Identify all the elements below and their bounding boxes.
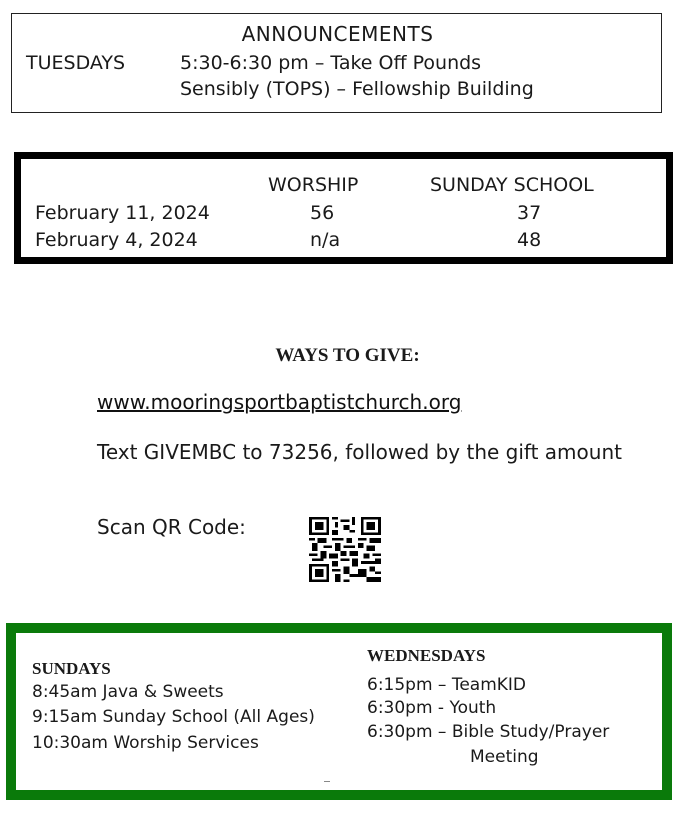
weekly-schedule-box	[6, 623, 672, 800]
wednesday-item: 6:15pm – TeamKID	[367, 675, 527, 695]
announcements-title: ANNOUNCEMENTS	[241, 22, 434, 46]
text-to-give-instructions: Text GIVEMBC to 73256, followed by the gift amount	[97, 440, 622, 464]
announcement-day: TUESDAYS	[26, 52, 126, 74]
wednesday-item: 6:30pm – Bible Study/Prayer	[367, 722, 610, 742]
row-worship: 56	[310, 202, 335, 224]
row-sunday-school: 48	[517, 229, 542, 251]
qr-code-icon[interactable]	[309, 517, 381, 582]
divider-dash	[324, 781, 330, 782]
announcement-line-2: Sensibly (TOPS) – Fellowship Building	[180, 78, 534, 100]
header-sunday-school: SUNDAY SCHOOL	[430, 174, 594, 196]
announcements-box	[11, 13, 662, 113]
wednesday-item: Meeting	[470, 747, 539, 767]
sunday-item: 8:45am Java & Sweets	[32, 682, 224, 702]
wednesday-item: 6:30pm - Youth	[367, 698, 497, 718]
row-sunday-school: 37	[517, 202, 542, 224]
wednesdays-title: WEDNESDAYS	[367, 646, 486, 665]
sundays-title: SUNDAYS	[32, 659, 111, 678]
sunday-item: 10:30am Worship Services	[32, 733, 259, 753]
ways-to-give-title: WAYS TO GIVE:	[275, 345, 420, 366]
attendance-table	[14, 152, 673, 264]
row-date: February 4, 2024	[35, 229, 198, 251]
row-date: February 11, 2024	[35, 202, 210, 224]
church-website-link[interactable]: www.mooringsportbaptistchurch.org	[97, 390, 462, 414]
announcement-line-1: 5:30-6:30 pm – Take Off Pounds	[180, 52, 482, 74]
row-worship: n/a	[310, 229, 341, 251]
header-worship: WORSHIP	[268, 174, 359, 196]
scan-qr-label: Scan QR Code:	[97, 515, 246, 539]
sunday-item: 9:15am Sunday School (All Ages)	[32, 707, 315, 727]
